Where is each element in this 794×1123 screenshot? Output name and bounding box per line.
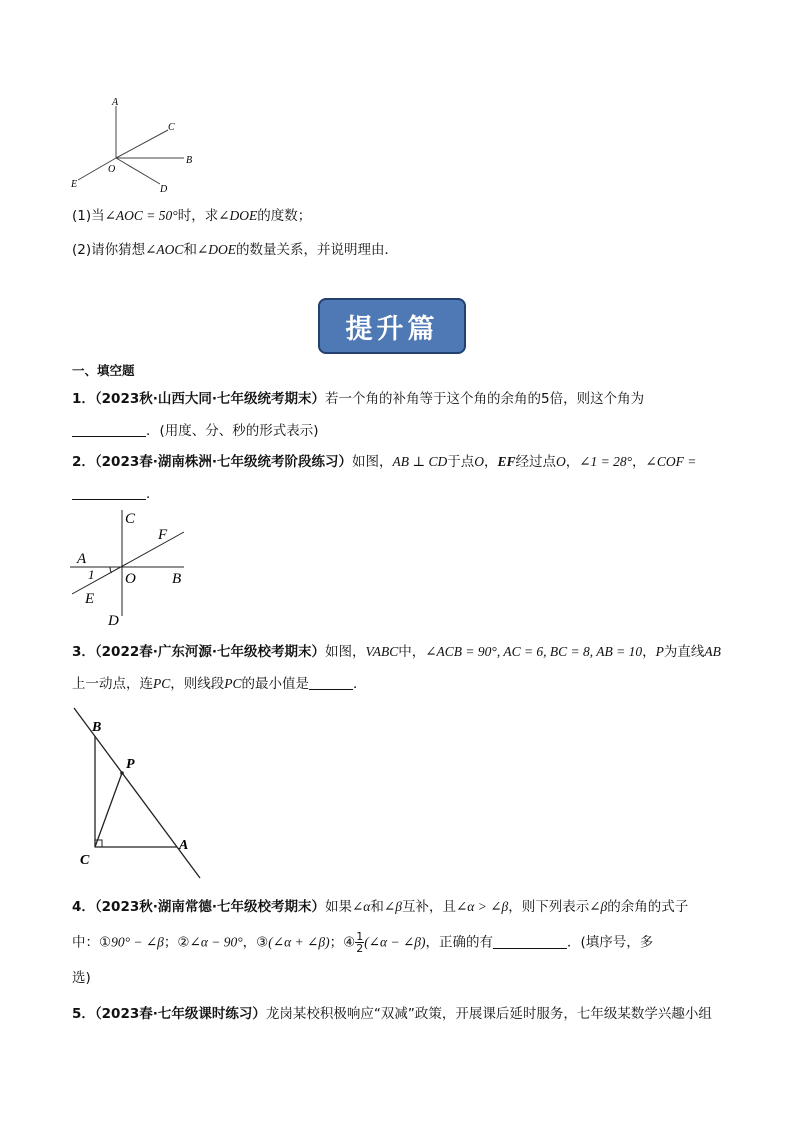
label-f: F bbox=[158, 527, 168, 543]
section-banner bbox=[318, 298, 466, 354]
angle-1-arc bbox=[110, 567, 112, 573]
label-o: O bbox=[125, 571, 136, 587]
banner-title: 提升篇 bbox=[345, 313, 439, 345]
section-heading: 一、填空题 bbox=[72, 363, 135, 378]
question-2-line-2: ． bbox=[72, 484, 160, 504]
question-3-line-2: 上一动点，连PC，则线段PC的最小值是 ． bbox=[72, 676, 367, 692]
question-3-line-1: 3．（2022春·广东河源·七年级校考期末）如图，VABC中，∠ACB = 90°, AC = 6, BC = 8, AB = 10，P为直线AB bbox=[72, 644, 721, 660]
label-d: D bbox=[108, 613, 119, 629]
question-5-line-1: 5．（2023春·七年级课时练习）龙岗某校积极响应“双减”政策，开展课后延时服务，七年级某数学兴趣小组 bbox=[72, 1006, 712, 1022]
question-2-line-1: 2．（2023春·湖南株洲·七年级统考阶段练习）如图，AB ⊥ CD于点O，EF经过点O，∠1 = 28°，∠COF = bbox=[72, 454, 697, 470]
question-4-line-2: 中：①90° − ∠β；②∠α − 90°，③(∠α + ∠β)；④ $\frac{1}{2}$ (∠α − ∠β)，正确的有 ．(填序号，多 bbox=[72, 930, 654, 955]
label-c: C bbox=[168, 122, 175, 133]
right-triangle-figure bbox=[66, 704, 210, 882]
label-1: 1 bbox=[88, 567, 95, 582]
label-a: A bbox=[112, 97, 119, 108]
question-4-line-3: 选) bbox=[72, 970, 91, 986]
question-4-line-1: 4．（2023秋·湖南常德·七年级校考期末）如果∠α和∠β互补，且∠α > ∠β，则下列表示∠β的余角的式子 bbox=[72, 899, 689, 915]
question-part-1: (1)当∠AOC = 50°时，求∠DOE的度数； bbox=[72, 208, 312, 224]
perpendicular-lines-figure bbox=[66, 506, 192, 630]
label-a: A bbox=[179, 838, 189, 853]
label-c: C bbox=[80, 853, 90, 868]
label-e: E bbox=[85, 591, 95, 607]
label-d: D bbox=[160, 184, 168, 195]
angle-rays-figure bbox=[64, 92, 204, 200]
answer-blank-3[interactable] bbox=[309, 675, 353, 690]
label-a: A bbox=[77, 551, 87, 567]
question-1-line-2: ．(用度、分、秒的形式表示) bbox=[72, 421, 319, 441]
label-b: B bbox=[186, 155, 193, 166]
fraction-one-half: $\frac{1}{2}$ bbox=[356, 930, 364, 955]
answer-blank-1[interactable] bbox=[72, 422, 146, 437]
segment-pc bbox=[95, 773, 122, 847]
label-e: E bbox=[71, 179, 78, 190]
answer-blank-2[interactable] bbox=[72, 485, 146, 500]
label-o: O bbox=[108, 164, 116, 175]
label-b: B bbox=[172, 571, 182, 587]
question-part-2: (2)请你猜想∠AOC和∠DOE的数量关系，并说明理由． bbox=[72, 242, 398, 258]
label-p: P bbox=[126, 757, 135, 772]
label-c: C bbox=[125, 511, 136, 527]
ray-oc bbox=[116, 130, 168, 158]
question-1-line-1: 1．（2023秋·山西大同·七年级统考期末）若一个角的补角等于这个角的余角的5倍，则这个角为 bbox=[72, 391, 645, 407]
answer-blank-4[interactable] bbox=[493, 934, 567, 949]
point-p bbox=[120, 771, 124, 775]
ray-od bbox=[116, 158, 160, 184]
label-b: B bbox=[92, 720, 102, 735]
